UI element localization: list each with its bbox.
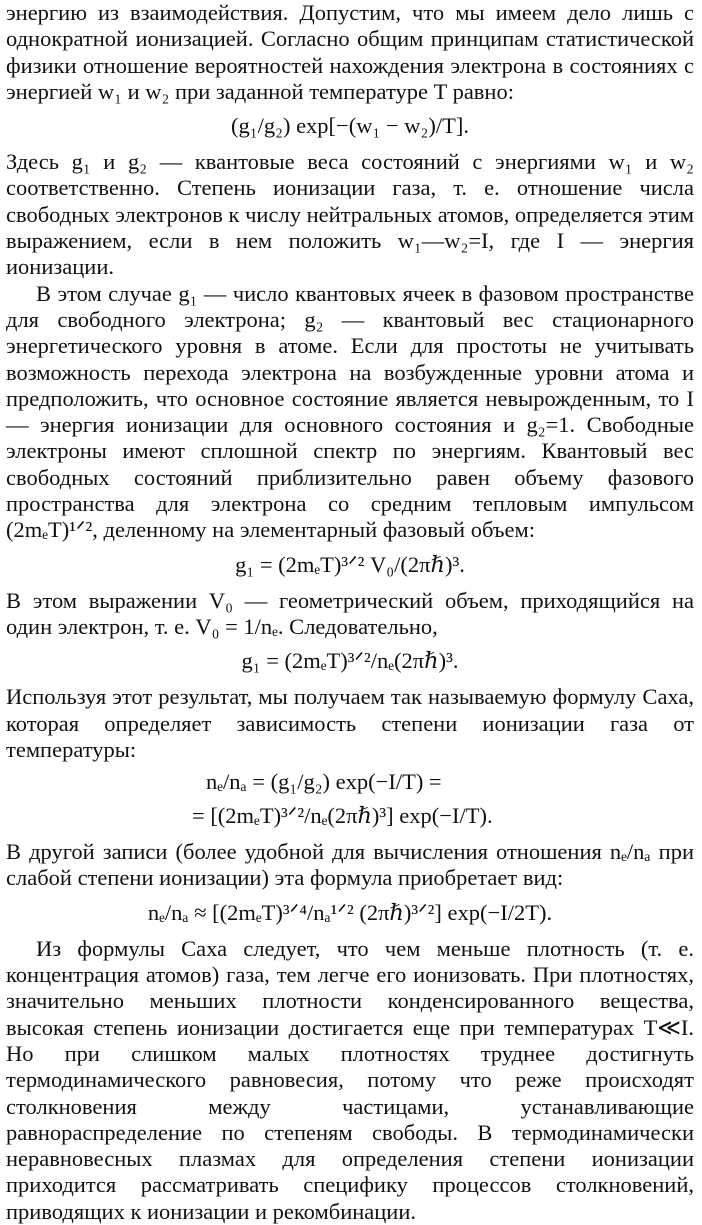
paragraph-4: В этом выражении V₀ — геометрический объем, приходящийся на один электрон, т. е. V₀ = 1/nₑ. Следовательно, xyxy=(6,587,694,639)
formula-saha-line-1: nₑ/nₐ = (g₁/g₂) exp(−I/T) = xyxy=(206,769,442,795)
formula-probability-ratio: (g₁/g₂) exp[−(w₁ − w₂)/T]. xyxy=(231,113,469,139)
formula-g1-volume: g₁ = (2mₑT)³ᐟ² V₀/(2πℏ)³. xyxy=(235,551,465,577)
formula-g1-density: g₁ = (2mₑT)³ᐟ²/nₑ(2πℏ)³. xyxy=(241,648,459,674)
paragraph-7: Из формулы Саха следует, что чем меньше плотность (т. е. концентрация атомов) газа, тем легче его ионизовать. При плотностях, значительно меньших плотности конденсированного вещества, высокая степень ионизации достигается еще при температурах T≪I. Но при слишком малых плотностях труднее достигнуть термодинамического равновесия, потому что реже происходят столкновения между частицами, устанавливающие равнораспределение по степеням свободы. В термодинамически неравновесных плазмах для определения степени ионизации приходится рассматривать специфику процессов столкновений, приводящих к ионизации и рекомбинации. xyxy=(6,935,694,1224)
formula-saha-line-2: = [(2mₑT)³ᐟ²/nₑ(2πℏ)³] exp(−I/T). xyxy=(192,803,493,829)
formula-saha-weak: nₑ/nₐ ≈ [(2mₑT)³ᐟ⁴/nₐ¹ᐟ² (2πℏ)³ᐟ²] exp(−I/2T). xyxy=(147,899,553,925)
paragraph-3: В этом случае g₁ — число квантовых ячеек в фазовом пространстве для свободного электрона; g₂ — квантовый вес стационарного энергетического уровня в атоме. Если для простоты не учитывать возможность перехода электрона на возбужденные уровни атома и предположить, что основное состояние является невырожденным, то I — энергия ионизации для основного состояния и g₂=1. Свободные электроны имеют сплошной спектр по энергиям. Квантовый вес свободных состояний приблизительно равен объему фазового пространства для электрона со средним тепловым импульсом (2mₑT)¹ᐟ², деленному на элементарный фазовый объем: xyxy=(6,280,694,543)
paragraph-2: Здесь g₁ и g₂ — квантовые веса состояний с энергиями w₁ и w₂ соответственно. Степень ионизации газа, т. е. отношение числа свободных электронов к числу нейтральных атомов, определяется этим выражением, если в нем положить w₁—w₂=I, где I — энергия ионизации. xyxy=(6,149,694,280)
paragraph-1: энергию из взаимодействия. Допустим, что мы имеем дело лишь с однократной ионизацией. Согласно общим принципам статистической физики отношение вероятностей нахождения электрона в состояниях с энергией w₁ и w₂ при заданной температуре T равно: xyxy=(6,0,694,104)
paragraph-6: В другой записи (более удобной для вычисления отношения nₑ/nₐ при слабой степени ионизации) эта формула приобретает вид: xyxy=(6,839,694,891)
paragraph-5: Используя этот результат, мы получаем так называемую формулу Саха, которая определяет зависимость степени ионизации газа от температуры: xyxy=(6,684,694,762)
